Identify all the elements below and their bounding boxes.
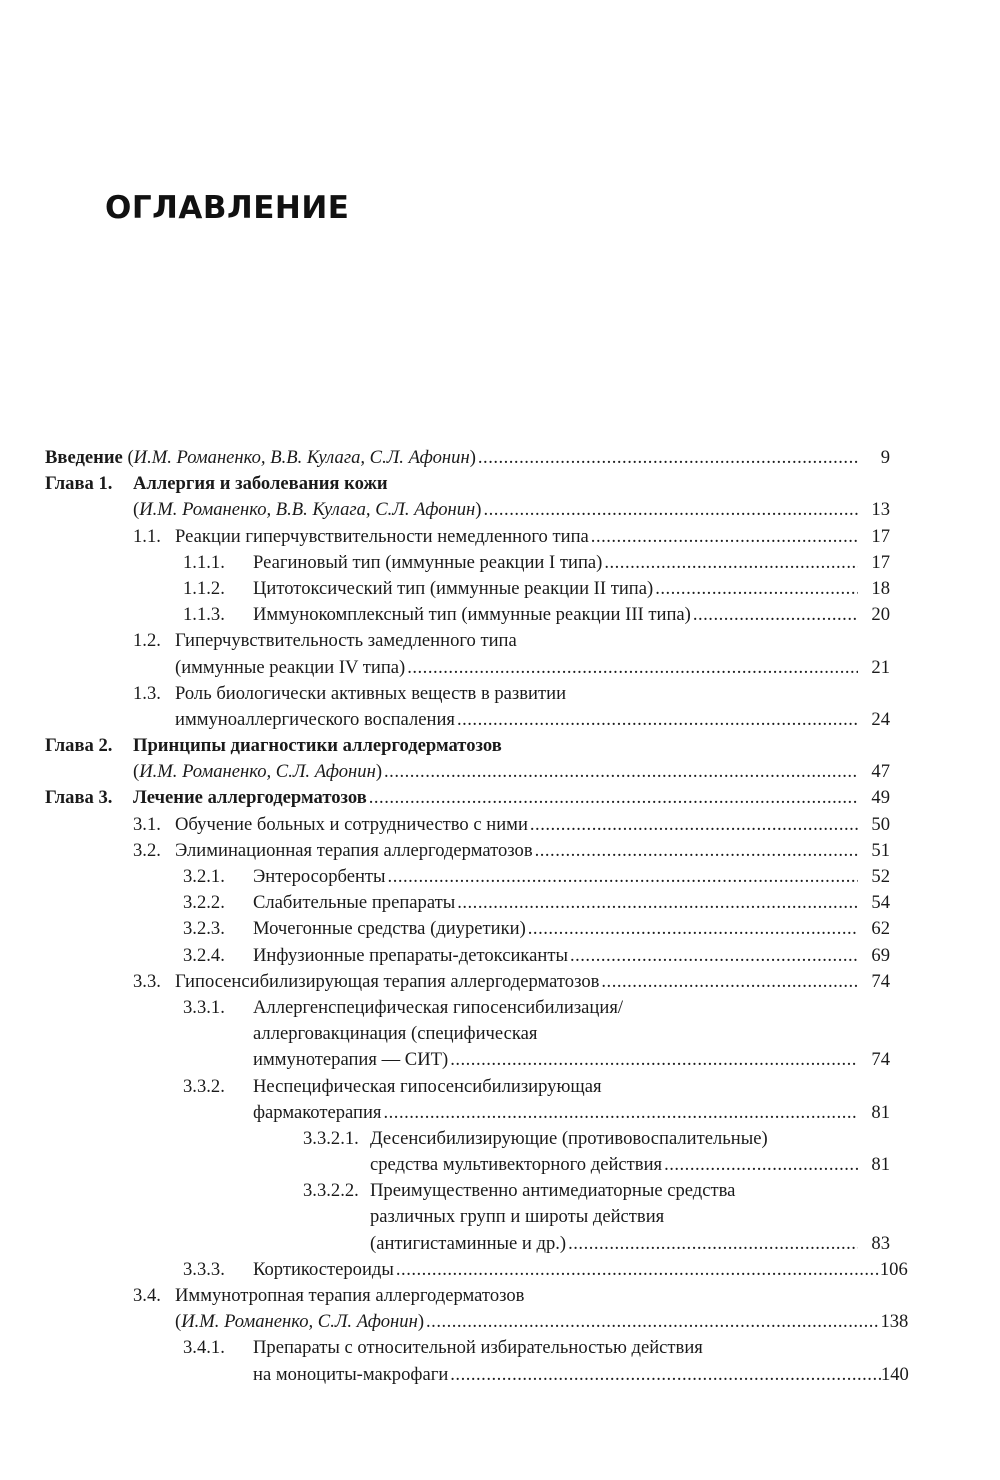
toc-entry[interactable] [45,1074,890,1100]
toc-entry-page [866,1283,890,1309]
toc-entry-title-part: средства мультивекторного действия [370,1154,663,1176]
toc-entry-title-part: Лечение аллергодерматозов [133,787,367,809]
dot-leader [407,655,858,681]
toc-entry-page [866,1204,890,1230]
toc-entry-page: 81 [871,1154,890,1176]
toc-entry-number: 3.3. [133,970,161,992]
toc-entry-title-part: на моноциты-макрофаги [253,1363,449,1385]
toc-entry-title [370,1126,768,1152]
toc-entry-title [175,524,589,550]
toc-entry[interactable] [45,1335,890,1361]
toc-entry-page: 47 [871,761,890,783]
toc-entry-title-part: Гиперчувствительность замедленного типа [175,630,517,652]
dot-leader [568,1231,858,1257]
toc-entry[interactable] [45,471,890,497]
toc-entry-page: 18 [871,577,890,599]
toc-entry-title-part: Преимущественно антимедиаторные средства [370,1180,736,1202]
toc-entry[interactable] [45,497,890,523]
toc-entry-number: 3.2.1. [183,866,225,887]
toc-entry[interactable] [45,550,890,576]
toc-entry[interactable] [45,602,890,628]
dot-leader [369,785,858,811]
toc-entry-title [253,1047,448,1073]
toc-entry[interactable] [45,576,890,602]
toc-entry-page [866,1126,890,1152]
dot-leader [601,969,858,995]
toc-entry[interactable] [45,1178,890,1204]
toc-entry-page: 24 [871,708,890,730]
toc-entry-number: 1.1.3. [183,604,225,626]
dot-leader [388,864,858,890]
toc-entry-page: 54 [871,892,890,914]
table-of-contents [45,445,909,1388]
toc-entry[interactable] [45,969,890,995]
toc-entry-page: 83 [871,1232,890,1254]
dot-leader [655,576,858,602]
toc-entry-title [175,655,405,681]
toc-entry-title [175,812,528,838]
toc-entry-page: 74 [871,1049,890,1071]
toc-entry[interactable] [45,890,890,916]
dot-leader [396,1257,880,1283]
toc-entry-title-part: Реагиновый тип (иммунные реакции I типа) [253,551,603,573]
toc-entry-title [175,1309,424,1335]
toc-entry-title-part: аллерговакцинация (специфическая [253,1023,538,1045]
toc-entry-title-part: Слабительные препараты [253,892,456,914]
toc-entry-page [866,1021,890,1047]
toc-entry[interactable] [45,1362,909,1388]
toc-entry-title-part: Аллергенспецифическая гипосенсибилизация/ [253,996,624,1018]
toc-entry-number: 1.1. [133,525,161,547]
toc-entry-title-part: (антигистаминные и др.) [370,1232,567,1254]
toc-entry-title-part: Роль биологически активных веществ в развитии [175,682,567,704]
toc-entry-title-part: Цитотоксический тип (иммунные реакции II типа) [253,577,654,599]
toc-entry-title-part: Реакции гиперчувствительности немедленного типа [175,525,589,547]
dot-leader [483,497,858,523]
toc-entry-title-part: иммунотерапия — СИТ) [253,1049,449,1071]
dot-leader [591,524,858,550]
toc-entry[interactable] [45,1047,890,1073]
toc-entry-page: 74 [871,970,890,992]
toc-entry-number: Глава 3. [45,787,113,809]
toc-entry-title-part: Элиминационная терапия аллергодерматозов [175,839,533,861]
toc-entry[interactable] [45,1152,890,1178]
toc-entry-number: 1.1.2. [183,577,225,599]
toc-entry-page [866,995,890,1021]
toc-entry[interactable] [45,1100,890,1126]
toc-entry-page [866,1178,890,1204]
toc-entry-number: 3.4. [133,1285,161,1306]
dot-leader [528,916,858,942]
toc-entry-page [866,681,890,707]
toc-entry-title-part: ) [417,1311,425,1333]
toc-entry[interactable] [45,524,890,550]
toc-entry-number: 3.2.3. [183,918,225,940]
toc-entry[interactable] [45,1126,890,1152]
toc-entry-title [253,1362,448,1388]
toc-entry-title [133,471,388,497]
toc-entry-page [866,1074,890,1100]
toc-entry-title-part: ) [375,761,383,783]
toc-entry-title [370,1204,664,1230]
toc-entry-page: 13 [871,499,890,521]
toc-entry-title [175,681,566,707]
toc-entry-page: 20 [871,604,890,626]
toc-entry-number: 3.2.4. [183,944,225,966]
toc-entry-title [133,759,382,785]
toc-entry-number: 1.2. [133,630,161,652]
dot-leader [478,445,858,471]
toc-entry-title [370,1231,566,1257]
toc-entry-title [253,1100,382,1126]
toc-entry-title-part: ( [122,447,134,468]
toc-entry-title-part: Иммунотропная терапия аллергодерматозов [175,1285,525,1306]
dot-leader [457,890,858,916]
toc-entry-title-part: Мочегонные средства (диуретики) [253,918,526,940]
toc-entry-number: 3.2.2. [183,892,225,914]
toc-entry-title [253,1257,394,1283]
dot-leader [664,1152,858,1178]
toc-entry-title-part: (иммунные реакции IV типа) [175,656,406,678]
toc-entry-title [175,1283,524,1309]
toc-entry-title-part: Аллергия и заболевания кожи [133,473,388,495]
toc-entry-number: 3.3.2. [183,1075,225,1097]
toc-entry-page: 17 [871,551,890,573]
toc-entry[interactable] [45,1283,890,1309]
toc-entry-title-part: ( [133,761,140,783]
toc-entry-title-part: ( [175,1311,182,1333]
toc-entry-title-part: Иммунокомплексный тип (иммунные реакции III типа) [253,604,691,626]
toc-entry[interactable] [45,916,890,942]
toc-entry-title-part: И.М. Романенко, В.В. Кулага, С.Л. Афонин [133,447,470,468]
toc-entry-number: 3.3.1. [183,996,225,1018]
toc-entry[interactable] [45,655,890,681]
toc-entry-number: 3.3.2.1. [303,1127,359,1149]
toc-entry[interactable] [45,1021,890,1047]
toc-entry-title [253,916,526,942]
toc-entry-title-part: Введение [45,447,123,468]
toc-entry-title-part: ) [469,447,476,468]
dot-leader [457,707,858,733]
toc-entry-page: 69 [871,944,890,966]
toc-entry[interactable] [45,733,890,759]
toc-entry-number: 3.3.3. [183,1258,225,1280]
toc-entry-number: 3.3.2.2. [303,1180,359,1202]
dot-leader [530,812,858,838]
dot-leader [535,838,858,864]
toc-entry[interactable] [45,995,890,1021]
dot-leader [693,602,858,628]
toc-entry-title-part: Обучение больных и сотрудничество с ними [175,813,528,835]
toc-entry-title-part: фармакотерапия [253,1101,382,1123]
toc-entry-title [253,943,568,969]
toc-entry-title [253,602,691,628]
dot-leader [450,1362,881,1388]
toc-entry[interactable] [45,445,890,471]
toc-entry[interactable] [45,812,890,838]
toc-entry[interactable] [45,1204,890,1230]
toc-entry-title-part: различных групп и широты действия [370,1206,665,1228]
toc-entry[interactable] [45,1309,909,1335]
toc-entry[interactable] [45,785,890,811]
toc-entry-title [253,995,623,1021]
toc-entry-title [175,707,455,733]
toc-entry-title [133,733,502,759]
toc-entry-title-part: иммуноаллергического воспаления [175,708,455,730]
toc-entry-page: 9 [880,447,890,468]
toc-entry-title [175,628,517,654]
toc-entry-page: 62 [871,918,890,940]
toc-entry[interactable] [45,628,890,654]
toc-entry-page: 140 [880,1363,909,1385]
toc-entry-page [866,733,890,759]
toc-entry-title [133,785,367,811]
toc-entry-page [866,628,890,654]
toc-entry-title-part: ) [475,499,482,521]
dot-leader [570,943,858,969]
toc-entry-page: 52 [871,866,890,887]
page-title: ОГЛАВЛЕНИЕ [105,190,350,226]
toc-entry-title-part: ( [133,499,140,521]
toc-entry-title-part: Кортикостероиды [253,1258,394,1280]
dot-leader [384,1100,859,1126]
dot-leader [426,1309,880,1335]
toc-entry-title-part: Десенсибилизирующие (противовоспалительные) [370,1127,768,1149]
toc-entry-title-part: И.М. Романенко, С.Л. Афонин [139,761,376,783]
toc-entry[interactable] [45,838,890,864]
toc-entry-title-part: Гипосенсибилизирующая терапия аллергодерматозов [175,970,600,992]
toc-entry[interactable] [45,1257,908,1283]
toc-entry[interactable] [45,943,890,969]
toc-entry-title [370,1152,662,1178]
toc-entry[interactable] [45,1231,890,1257]
toc-entry-title-part: Препараты с относительной избирательностью действия [253,1337,703,1359]
toc-entry-number: 3.1. [133,813,161,835]
toc-entry-title-part: Неспецифическая гипосенсибилизирующая [253,1075,602,1097]
toc-entry-title-part: Принципы диагностики аллергодерматозов [133,735,502,757]
toc-entry-title [175,969,599,995]
toc-entry-page [866,1335,890,1361]
toc-entry-title [253,864,386,890]
toc-entry[interactable] [45,681,890,707]
toc-entry-number: 3.4.1. [183,1337,225,1359]
dot-leader [604,550,858,576]
toc-entry-title [253,1335,703,1361]
toc-entry-title [253,1074,602,1100]
toc-entry-title [253,1021,537,1047]
toc-entry-number: 1.1.1. [183,551,225,573]
toc-entry-page: 50 [871,813,890,835]
toc-entry-page: 138 [880,1311,909,1333]
toc-entry-title [133,497,481,523]
toc-entry[interactable] [45,707,890,733]
toc-entry-title-part: И.М. Романенко, С.Л. Афонин [181,1311,418,1333]
toc-entry-page: 21 [871,656,890,678]
toc-entry-title [253,576,653,602]
toc-entry-title-part: Энтеросорбенты [253,866,386,887]
toc-entry-page: 51 [871,839,890,861]
toc-entry-page: 49 [871,787,890,809]
toc-entry-page: 81 [871,1101,890,1123]
toc-entry-title [175,838,533,864]
toc-entry-title [253,890,455,916]
dot-leader [384,759,858,785]
toc-entry-title [253,550,602,576]
toc-entry-number: 3.2. [133,839,161,861]
toc-entry-title-part: Инфузионные препараты-детоксиканты [253,944,568,966]
toc-entry-number: 1.3. [133,682,161,704]
toc-entry-title [45,445,476,471]
toc-entry-page [866,471,890,497]
toc-entry[interactable] [45,864,890,890]
dot-leader [450,1047,858,1073]
toc-entry-title-part: И.М. Романенко, В.В. Кулага, С.Л. Афонин [139,499,476,521]
toc-entry-number: Глава 2. [45,735,113,757]
toc-entry-page: 106 [879,1258,908,1280]
toc-entry-title [370,1178,735,1204]
toc-entry-number: Глава 1. [45,473,113,495]
toc-entry-page: 17 [871,525,890,547]
toc-entry[interactable] [45,759,890,785]
